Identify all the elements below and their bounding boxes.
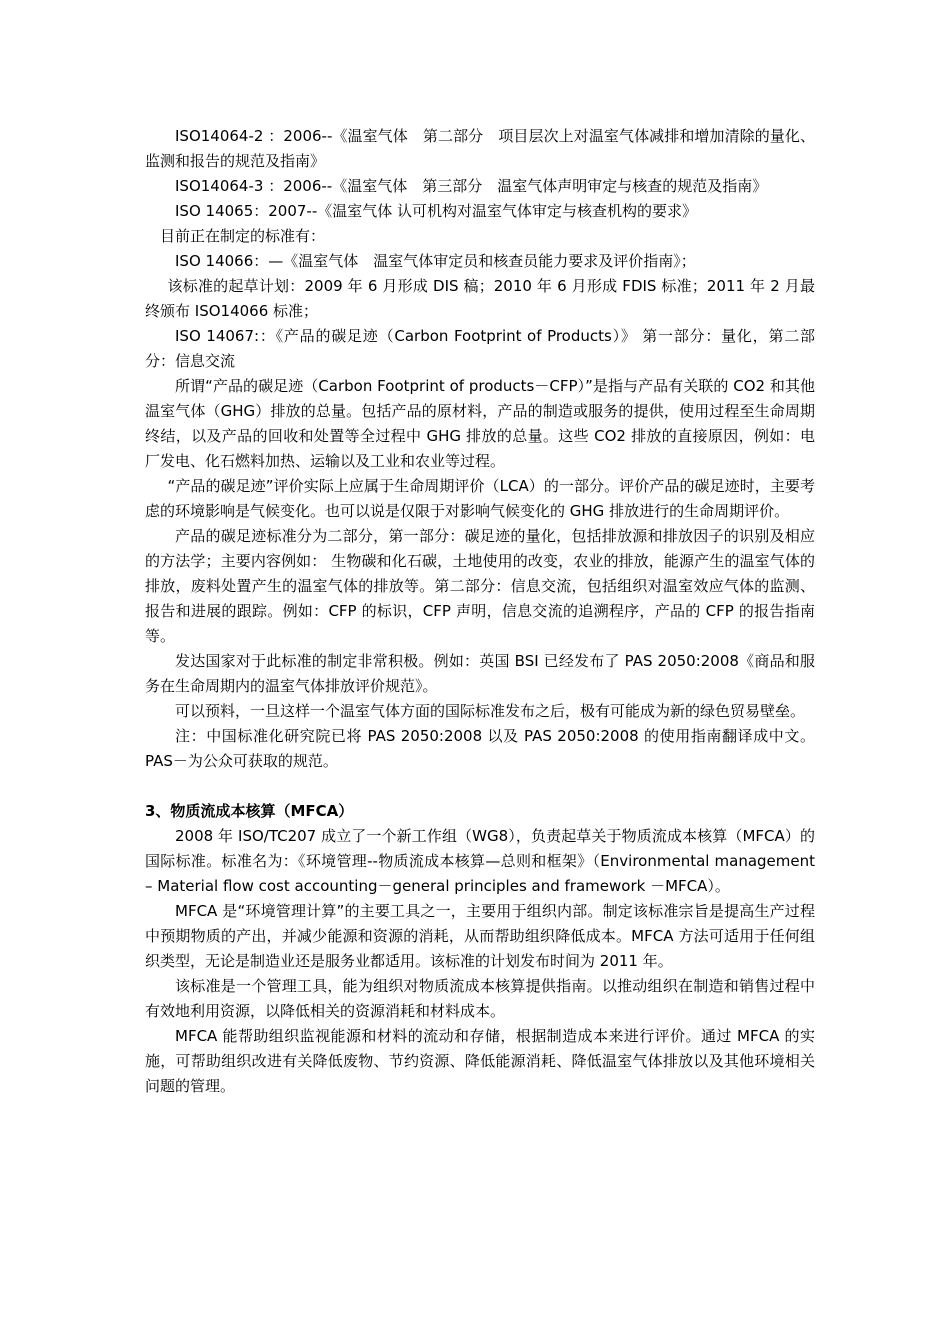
paragraph-iso14064-2: ISO14064-2 ：2006--《温室气体 第二部分 项目层次上对温室气体减排和增加清除的量化、监测和报告的规范及指南》: [145, 127, 815, 170]
paragraph-in-progress: 目前正在制定的标准有：: [160, 227, 326, 245]
paragraph-note: 注：中国标准化研究院已将 PAS 2050:2008 以及 PAS 2050:2008 的使用指南翻译成中文。PAS－为公众可获取的规范。: [145, 727, 815, 770]
section-spacer: [145, 774, 815, 799]
paragraph-iso14066: ISO 14066：—《温室气体 温室气体审定员和核查员能力要求及评价指南》；: [175, 252, 696, 270]
paragraph-cfp-lca: “产品的碳足迹”评价实际上应属于生命周期评价（LCA）的一部分。评价产品的碳足迹时，主要考虑的环境影响是气候变化。也可以说是仅限于对影响气候变化的 GHG 排放进行的生命周期评价。: [145, 477, 815, 520]
paragraph-iso14065: ISO 14065：2007--《温室气体 认可机构对温室气体审定与核查机构的要求》: [175, 202, 698, 220]
paragraph-developed-countries: 发达国家对于此标准的制定非常积极。例如：英国 BSI 已经发布了 PAS 2050:2008《商品和服务在生命周期内的温室气体排放评价规范》。: [145, 652, 815, 695]
section-heading-mfca: 3、物质流成本核算（MFCA）: [145, 802, 354, 820]
paragraph-mfca-tool: 该标准是一个管理工具，能为组织对物质流成本核算提供指南。以推动组织在制造和销售过程中有效地利用资源，以降低相关的资源消耗和材料成本。: [145, 977, 815, 1020]
paragraph-trade-barrier: 可以预料，一旦这样一个温室气体方面的国际标准发布之后，极有可能成为新的绿色贸易壁垒。: [175, 702, 806, 720]
paragraph-mfca-wg8: 2008 年 ISO/TC207 成立了一个新工作组（WG8），负责起草关于物质流成本核算（MFCA）的国际标准。标准名为：《环境管理--物质流成本核算—总则和框架》（Environmental management – Material flow cost accounting－general principles and framework －MFCA）。: [145, 827, 815, 895]
paragraph-drafting-plan: 该标准的起草计划：2009 年 6 月形成 DIS 稿；2010 年 6 月形成 FDIS 标准；2011 年 2 月最终颁布 ISO14066 标准；: [145, 277, 815, 320]
paragraph-iso14067: ISO 14067:：《产品的碳足迹（Carbon Footprint of Products）》 第一部分：量化，第二部分：信息交流: [145, 327, 815, 370]
paragraph-cfp-definition: 所谓“产品的碳足迹（Carbon Footprint of products－CFP）”是指与产品有关联的 CO2 和其他温室气体（GHG）排放的总量。包括产品的原材料，产品的制造或服务的提供，使用过程至生命周期终结，以及产品的回收和处置等全过程中 GHG 排放的总量。这些 CO2 排放的直接原因，例如：电厂发电、化石燃料加热、运输以及工业和农业等过程。: [145, 377, 815, 470]
paragraph-iso14064-3: ISO14064-3 ：2006--《温室气体 第三部分 温室气体声明审定与核查的规范及指南》: [175, 177, 768, 195]
document-body: [145, 124, 815, 1099]
paragraph-mfca-benefits: MFCA 能帮助组织监视能源和材料的流动和存储，根据制造成本来进行评价。通过 MFCA 的实施，可帮助组织改进有关降低废物、节约资源、降低能源消耗、降低温室气体排放以及其他环境相关问题的管理。: [145, 1027, 815, 1095]
paragraph-mfca-purpose: MFCA 是“环境管理计算”的主要工具之一，主要用于组织内部。制定该标准宗旨是提高生产过程中预期物质的产出，并减少能源和资源的消耗，从而帮助组织降低成本。MFCA 方法可适用于任何组织类型，无论是制造业还是服务业都适用。该标准的计划发布时间为 2011 年。: [145, 902, 815, 970]
paragraph-cfp-parts: 产品的碳足迹标准分为二部分，第一部分：碳足迹的量化，包括排放源和排放因子的识别及相应的方法学；主要内容例如： 生物碳和化石碳，土地使用的改变，农业的排放，能源产生的温室气体的排放，废料处置产生的温室气体的排放等。第二部分：信息交流，包括组织对温室效应气体的监测、报告和进展的跟踪。例如：CFP 的标识，CFP 声明，信息交流的追溯程序，产品的 CFP 的报告指南等。: [145, 527, 815, 645]
